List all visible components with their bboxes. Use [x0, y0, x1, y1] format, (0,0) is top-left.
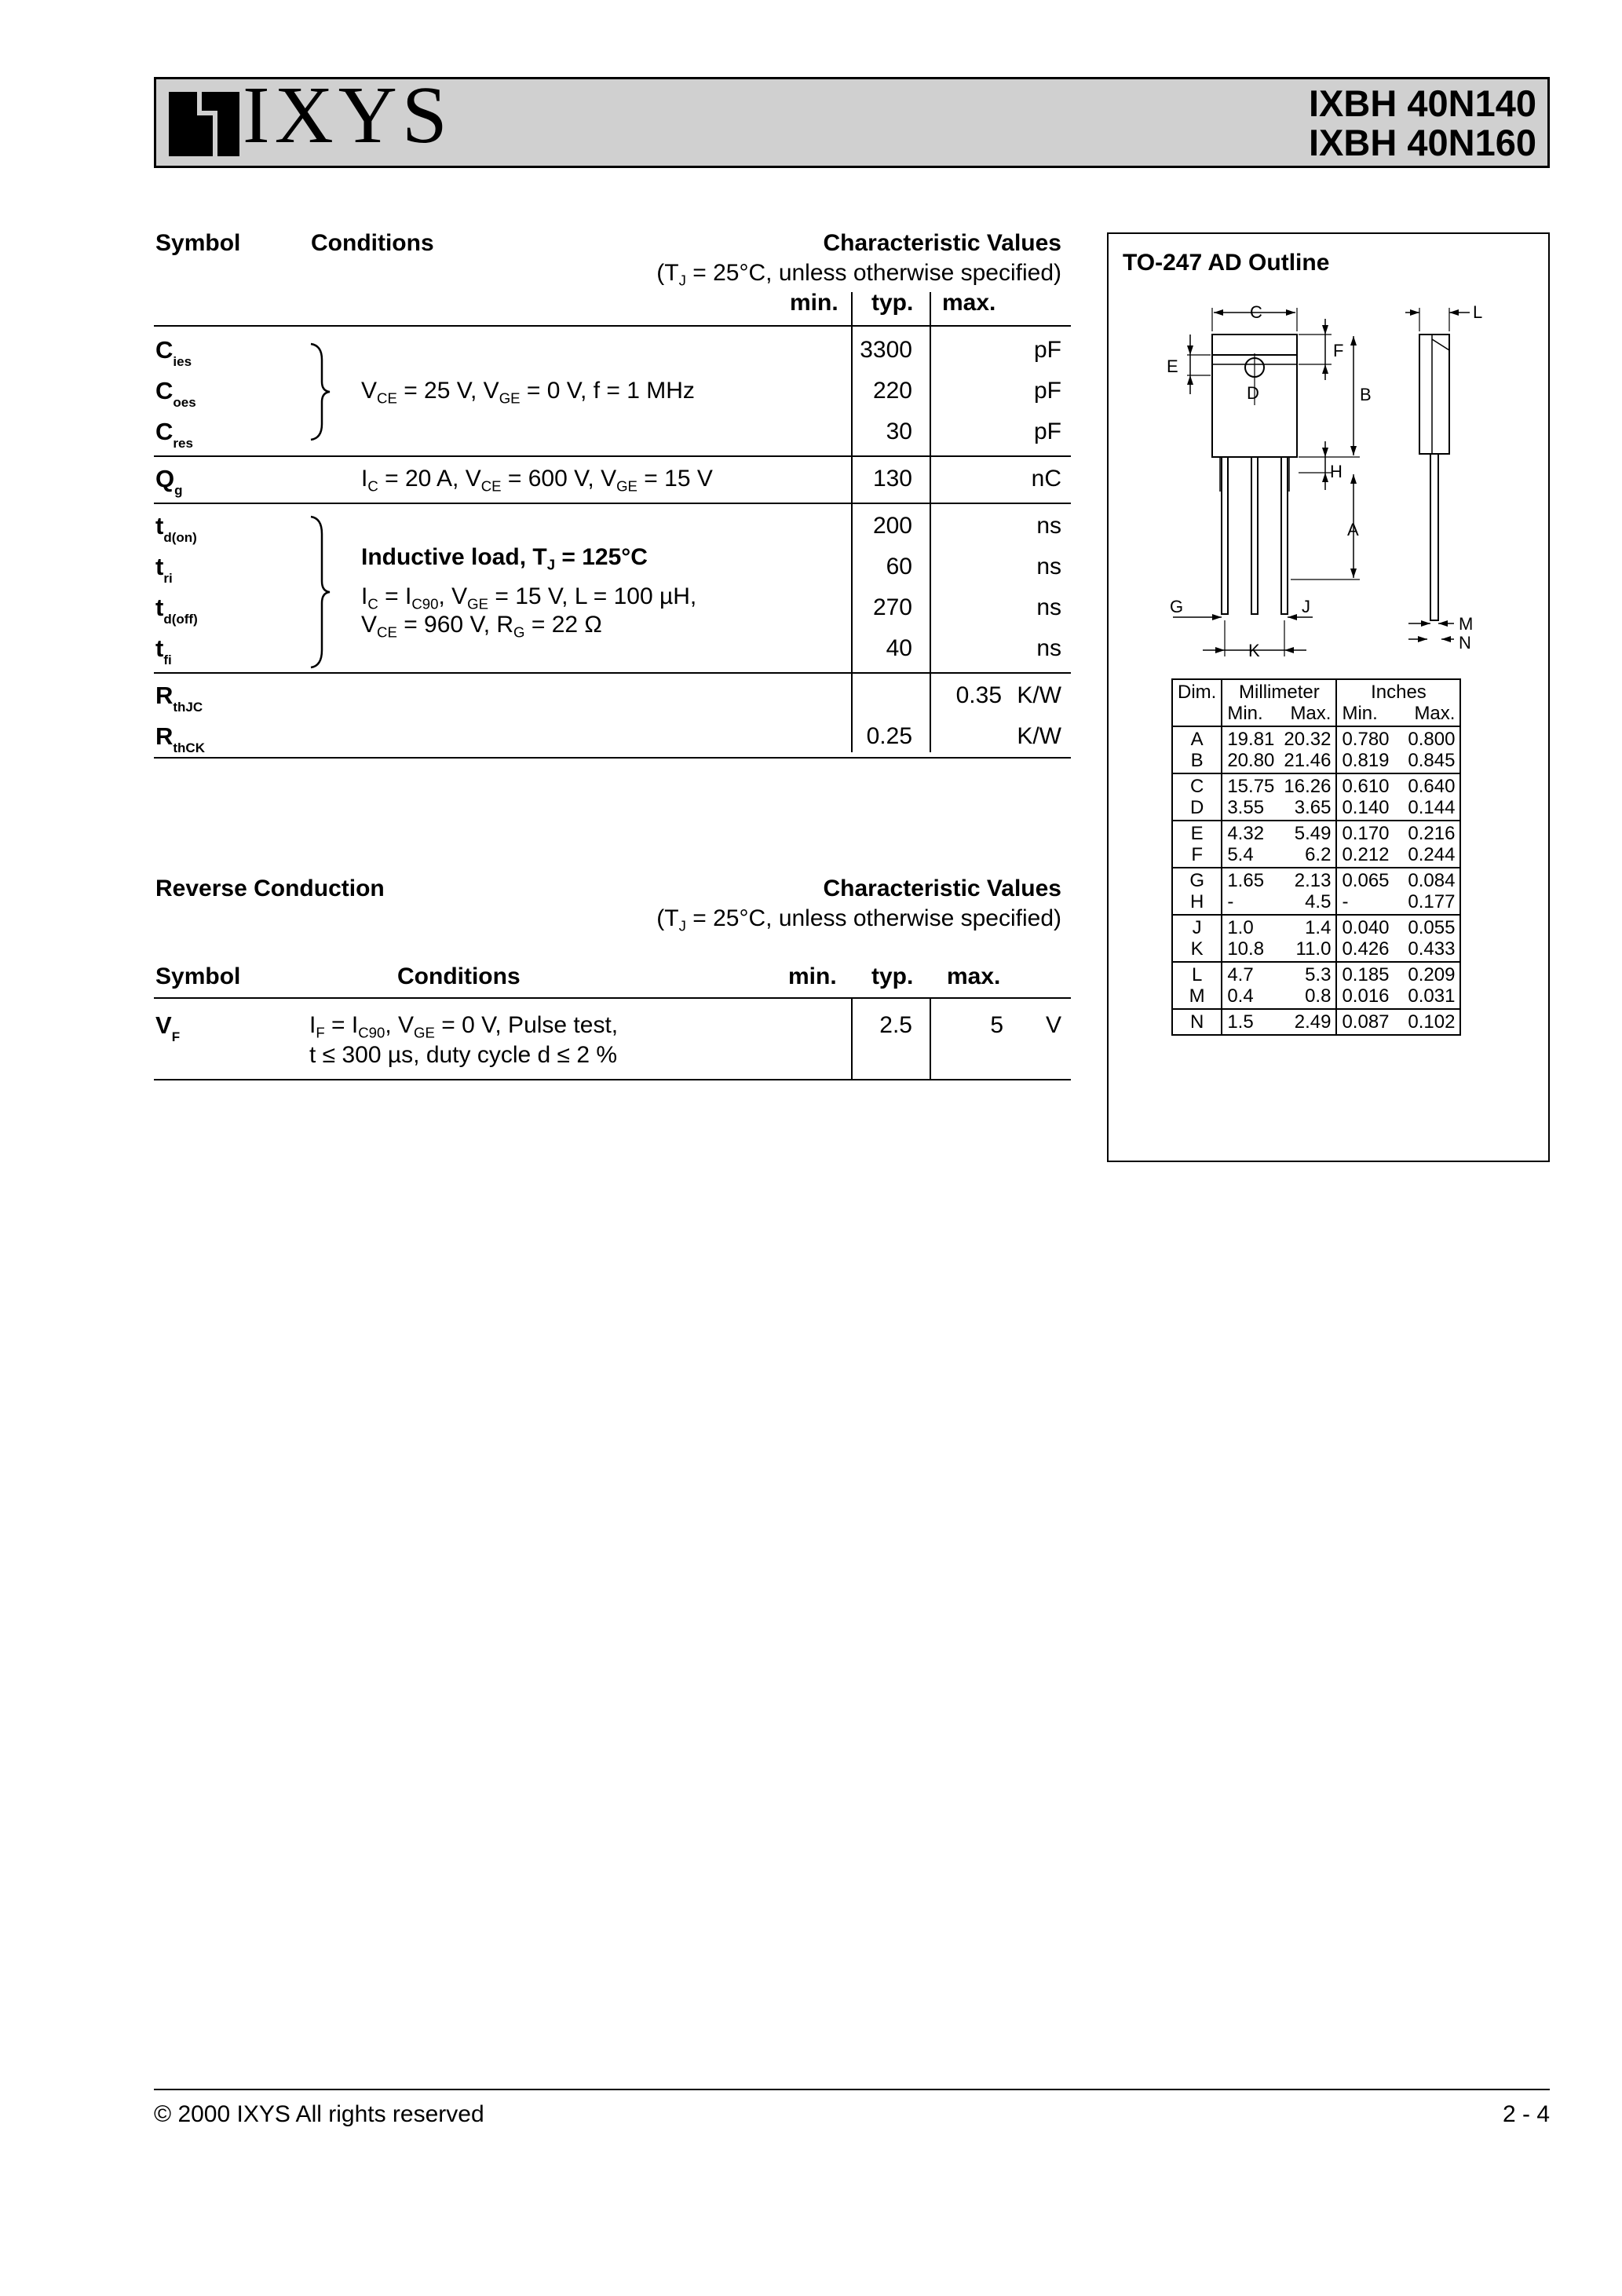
- outline-label-k: K: [1248, 641, 1260, 660]
- symbol-tri: $t_{ri}$: [155, 553, 173, 587]
- dim-row-group: [1172, 868, 1460, 915]
- dim-row-group: [1172, 821, 1460, 868]
- symbol-cres: $C_{res}$: [155, 418, 193, 452]
- char-values-title: Characteristic Values: [823, 230, 1061, 256]
- typ-rthck: 0.25: [866, 723, 912, 749]
- dim-mm-cell: [1222, 726, 1336, 773]
- dim-letter-cell: [1172, 962, 1222, 1009]
- dim-inch-values: - 0.177: [1342, 891, 1456, 912]
- outline-label-j: J: [1302, 597, 1310, 616]
- dim-letter: B: [1190, 750, 1204, 771]
- typ-tdon: 200: [872, 513, 912, 539]
- reverse-col-min: min.: [788, 963, 837, 989]
- dim-letter: F: [1191, 844, 1203, 865]
- dim-letter: C: [1189, 776, 1204, 797]
- cond-vf-line2: t ≤ 300 µs, duty cycle d ≤ 2 %: [309, 1042, 618, 1068]
- page-header: [154, 70, 1550, 168]
- dim-letter-cell: [1172, 821, 1222, 868]
- symbol-vf: $V_F$: [155, 1011, 181, 1045]
- typ-tfi: 40: [886, 635, 912, 661]
- in-header: Inches Min. Max.: [1336, 679, 1460, 726]
- dim-mm-cell: [1222, 962, 1336, 1009]
- dimensions-table: [1171, 678, 1461, 1036]
- reverse-col-symbol: Symbol: [155, 963, 241, 989]
- outline-label-d: D: [1247, 383, 1259, 403]
- col-typ: typ.: [871, 290, 914, 316]
- dim-row-group: [1172, 915, 1460, 962]
- col-symbol: Symbol: [155, 230, 241, 256]
- reverse-temp-note: ($T_J = 25^\circ C$, unless otherwise specified): [656, 905, 1061, 934]
- symbol-cies: $C_{ies}$: [155, 336, 192, 370]
- dim-letter: N: [1189, 1011, 1204, 1033]
- dim-letter: L: [1191, 964, 1203, 985]
- cond-switching-line2: $V_{CE} = 960$ V, $R_G = 22$ Ω: [361, 612, 602, 641]
- dim-inch-values: 0.780 0.800: [1342, 729, 1456, 750]
- dim-table-header: [1172, 679, 1460, 726]
- unit-tfi: ns: [1036, 635, 1061, 661]
- unit-cies: pF: [1033, 337, 1061, 363]
- dim-mm-values: 3.55 3.65: [1227, 797, 1332, 818]
- rule-bottom: [154, 757, 1071, 759]
- dim-inch-values: 0.819 0.845: [1342, 750, 1456, 771]
- reverse-divider-v2: [930, 997, 931, 1080]
- dim-mm-values: 5.4 6.2: [1227, 844, 1332, 865]
- symbol-rthck: $R_{thCK}$: [155, 722, 205, 756]
- symbol-rthjc: $R_{thJC}$: [155, 682, 203, 715]
- symbol-tdoff: $t_{d(off)}$: [155, 594, 198, 627]
- outline-label-m: M: [1459, 614, 1474, 634]
- reverse-col-conditions: Conditions: [397, 963, 521, 989]
- col-conditions: Conditions: [311, 230, 434, 256]
- to247-outline-box: [1107, 232, 1550, 1162]
- dim-mm-values: 19.81 20.32: [1227, 729, 1332, 750]
- rule-top: [154, 325, 1071, 327]
- outline-label-n: N: [1459, 633, 1471, 653]
- dim-inch-cell: [1336, 821, 1460, 868]
- reverse-col-max: max.: [947, 963, 1001, 989]
- dim-inch-values: 0.610 0.640: [1342, 776, 1456, 797]
- outline-label-l: L: [1473, 302, 1483, 322]
- dim-letter: M: [1189, 985, 1205, 1007]
- temp-note: ($T_J = 25^\circ C$, unless otherwise specified): [656, 260, 1061, 289]
- dim-letter: H: [1189, 891, 1204, 912]
- dim-mm-values: 1.5 2.49: [1227, 1011, 1332, 1033]
- footer-rule: [154, 2089, 1550, 2090]
- brace-switching: [308, 515, 331, 669]
- part-number-2: IXBH 40N160: [1309, 122, 1536, 163]
- unit-coes: pF: [1033, 378, 1061, 404]
- cond-switching-title: Inductive load, $T_J = 125^\circ C$: [361, 544, 648, 573]
- typ-tdoff: 270: [872, 594, 912, 620]
- typ-tri: 60: [886, 554, 912, 579]
- unit-rthck: K/W: [1017, 723, 1061, 749]
- dim-mm-values: 4.7 5.3: [1227, 964, 1332, 985]
- divider-v2: [930, 292, 931, 752]
- dim-mm-cell: [1222, 1009, 1336, 1035]
- dim-mm-values: 1.65 2.13: [1227, 870, 1332, 891]
- dim-mm-values: 15.75 16.26: [1227, 776, 1332, 797]
- unit-cres: pF: [1033, 419, 1061, 444]
- typ-cies: 3300: [860, 337, 912, 363]
- dim-inch-values: 0.040 0.055: [1342, 917, 1456, 938]
- dim-letter: J: [1192, 917, 1202, 938]
- outline-label-h: H: [1330, 462, 1343, 481]
- dim-inch-cell: [1336, 773, 1460, 821]
- dim-mm-cell: [1222, 773, 1336, 821]
- rule-3: [154, 672, 1071, 674]
- dim-inch-cell: [1336, 726, 1460, 773]
- symbol-qg: $Q_g$: [155, 465, 183, 499]
- dim-inch-values: 0.426 0.433: [1342, 938, 1456, 960]
- dim-inch-values: 0.170 0.216: [1342, 823, 1456, 844]
- reverse-rule-bottom: [154, 1079, 1071, 1080]
- dim-inch-values: 0.185 0.209: [1342, 964, 1456, 985]
- dim-row-group: [1172, 1009, 1460, 1035]
- symbol-tfi: $t_{fi}$: [155, 634, 172, 668]
- dim-inch-cell: [1336, 1009, 1460, 1035]
- typ-vf: 2.5: [879, 1012, 912, 1038]
- dim-inch-values: 0.087 0.102: [1342, 1011, 1456, 1033]
- col-min: min.: [790, 290, 838, 316]
- reverse-heading: Reverse Conduction: [155, 876, 385, 901]
- dim-mm-values: 1.0 1.4: [1227, 917, 1332, 938]
- max-rthjc: 0.35: [955, 682, 1002, 708]
- dim-inch-values: 0.212 0.244: [1342, 844, 1456, 865]
- dim-header: Dim.: [1172, 679, 1222, 726]
- unit-tri: ns: [1036, 554, 1061, 579]
- dim-inch-values: 0.065 0.084: [1342, 870, 1456, 891]
- dim-letter: D: [1189, 797, 1204, 818]
- dim-letter: E: [1190, 823, 1204, 844]
- page-number: 2 - 4: [1502, 2101, 1550, 2127]
- outline-title: TO-247 AD Outline: [1123, 250, 1330, 276]
- dim-mm-cell: [1222, 915, 1336, 962]
- unit-tdon: ns: [1036, 513, 1061, 539]
- col-max: max.: [942, 290, 996, 316]
- outline-label-c: C: [1250, 302, 1262, 322]
- dim-letter: K: [1190, 938, 1204, 960]
- cond-capacitance: $V_{CE} = 25$ V, $V_{GE} = 0$ V, f = 1 MHz: [361, 378, 695, 407]
- dim-inch-cell: [1336, 915, 1460, 962]
- dim-letter-cell: [1172, 773, 1222, 821]
- dim-mm-values: 4.32 5.49: [1227, 823, 1332, 844]
- cond-gate-charge: $I_C = 20$ A, $V_{CE} = 600$ V, $V_{GE} = 15$ V: [361, 466, 713, 495]
- dim-mm-values: 0.4 0.8: [1227, 985, 1332, 1007]
- outline-label-g: G: [1170, 597, 1184, 616]
- dim-mm-cell: [1222, 868, 1336, 915]
- dim-letter-cell: [1172, 1009, 1222, 1035]
- dim-inch-cell: [1336, 962, 1460, 1009]
- part-number-1: IXBH 40N140: [1309, 82, 1536, 124]
- symbol-coes: $C_{oes}$: [155, 377, 196, 411]
- rule-1: [154, 455, 1071, 457]
- unit-tdoff: ns: [1036, 594, 1061, 620]
- divider-v1: [851, 292, 853, 752]
- outline-label-a: A: [1347, 520, 1359, 539]
- dim-letter-cell: [1172, 726, 1222, 773]
- unit-qg: nC: [1031, 466, 1061, 492]
- outline-label-e: E: [1167, 356, 1178, 376]
- mm-header: Millimeter Min. Max.: [1222, 679, 1336, 726]
- reverse-char-values-title: Characteristic Values: [823, 876, 1061, 901]
- reverse-rule-top: [154, 997, 1071, 999]
- cond-switching-line1: $I_C = I_{C90}$, $V_{GE} = 15$ V, L = 100 µH,: [361, 583, 697, 612]
- reverse-divider-v1: [851, 997, 853, 1080]
- brace-capacitance: [308, 342, 331, 441]
- dim-row-group: [1172, 962, 1460, 1009]
- unit-vf: V: [1045, 1012, 1061, 1038]
- dim-mm-values: 20.80 21.46: [1227, 750, 1332, 771]
- cond-vf-line1: $I_F = I_{C90}$, $V_{GE} = 0$ V, Pulse test,: [309, 1012, 619, 1041]
- dim-inch-cell: [1336, 868, 1460, 915]
- dim-mm-cell: [1222, 821, 1336, 868]
- dim-letter: G: [1189, 870, 1204, 891]
- copyright: © 2000 IXYS All rights reserved: [154, 2101, 484, 2127]
- typ-cres: 30: [886, 419, 912, 444]
- typ-qg: 130: [872, 466, 912, 492]
- typ-coes: 220: [872, 378, 912, 404]
- reverse-col-typ: typ.: [871, 963, 914, 989]
- dim-inch-values: 0.016 0.031: [1342, 985, 1456, 1007]
- dim-row-group: [1172, 773, 1460, 821]
- package-outline-drawing: [1156, 287, 1501, 664]
- dim-letter: A: [1190, 729, 1204, 750]
- dim-mm-values: - 4.5: [1227, 891, 1332, 912]
- dim-mm-values: 10.8 11.0: [1227, 938, 1332, 960]
- max-vf: 5: [990, 1012, 1003, 1038]
- dim-letter-cell: [1172, 915, 1222, 962]
- dim-letter-cell: [1172, 868, 1222, 915]
- brand-name: IXYS: [243, 70, 452, 160]
- dim-row-group: [1172, 726, 1460, 773]
- dim-inch-values: 0.140 0.144: [1342, 797, 1456, 818]
- outline-label-b: B: [1360, 385, 1372, 404]
- unit-rthjc: K/W: [1017, 682, 1061, 708]
- symbol-tdon: $t_{d(on)}$: [155, 512, 197, 546]
- outline-label-f: F: [1333, 341, 1344, 360]
- rule-2: [154, 503, 1071, 504]
